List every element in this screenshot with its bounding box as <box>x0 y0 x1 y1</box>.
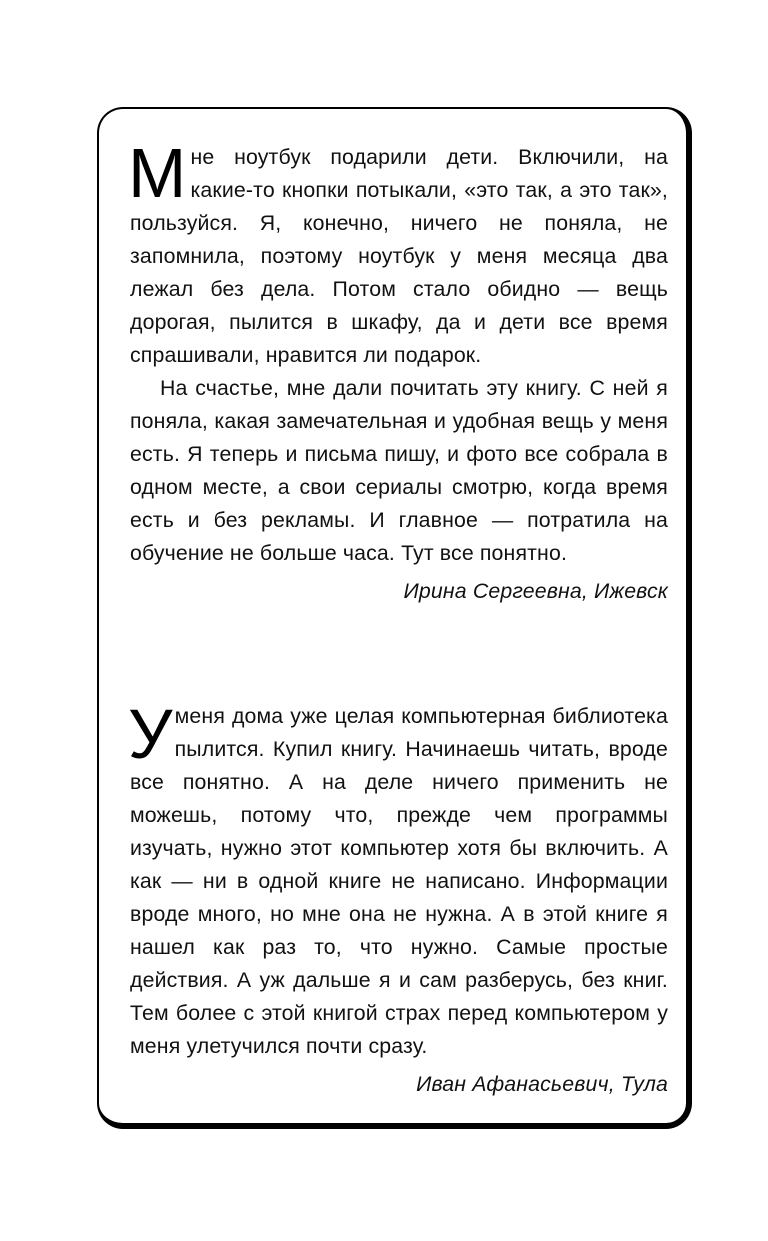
paragraph-text: не ноутбук подарили дети. Включили, на какие-то кнопки потыкали, «это так, а это так», пользуйся. Я, конечно, ничего не поняла, не запомнила, поэтому ноутбук у меня месяца два лежал без дела. Потом стало обидно — вещь дорогая, пылится в шкафу, да и дети все время спрашивали, нравится ли подарок. <box>130 145 668 367</box>
testimonial-signature: Иван Афанасьевич, Тула <box>416 1072 668 1096</box>
paragraph-text: меня дома уже целая компьютерная библиотека пылится. Купил книгу. Начинаешь читать, вроде все понятно. А на деле ничего применить не можешь, потому что, прежде чем программы изучать, нужно этот компьютер хотя бы включить. А как — ни в одной книге не написано. Информации вроде много, но мне она не нужна. А в этой книге я нашел как раз то, что нужно. Самые простые действия. А уж дальше я и сам разберусь, без книг. Тем более с этой книгой страх перед компьютером у меня улетучился почти сразу. <box>130 704 668 1058</box>
testimonial-signature: Ирина Сергеевна, Ижевск <box>403 579 668 603</box>
testimonial-paragraph: На счастье, мне дали почитать эту книгу. С ней я поняла, какая замечательная и удобная вещь у меня есть. Я теперь и письма пишу, и фото все собрала в одном месте, а свои сериалы смотрю, когда время есть и без рекламы. И главное — потратила на обучение не больше часа. Тут все понятно. <box>130 376 668 565</box>
testimonial-irina <box>128 134 668 608</box>
testimonial-paragraph <box>128 134 668 372</box>
testimonial-ivan <box>128 695 668 1101</box>
dropcap-letter: У <box>128 695 173 773</box>
testimonial-paragraph <box>128 695 668 1063</box>
dropcap-letter: М <box>128 134 187 212</box>
